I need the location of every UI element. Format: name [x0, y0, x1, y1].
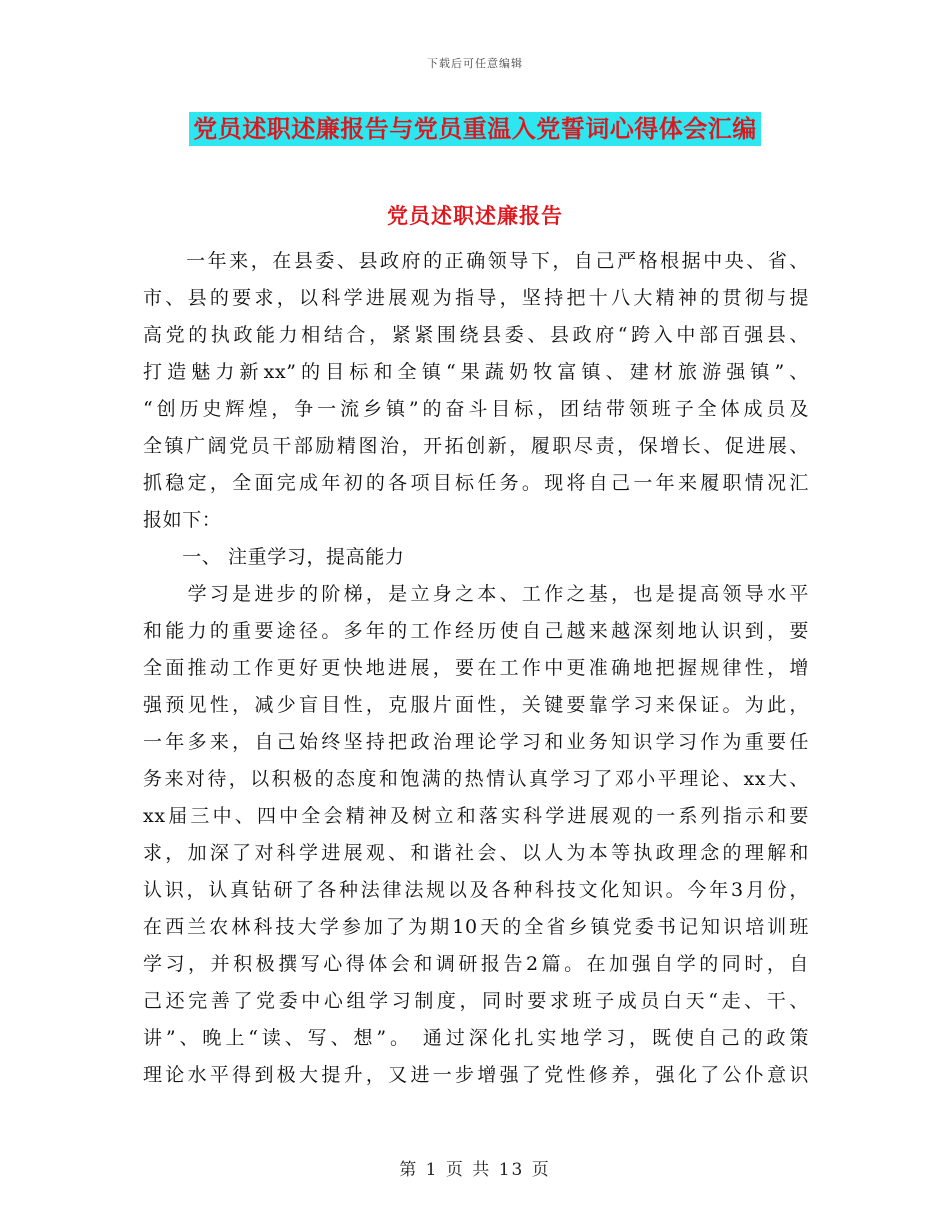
body-line: 讲”、晚上“读、写、想”。 通过深化扎实地学习，既使自己的政策 — [143, 1027, 809, 1049]
body-line: 打造魅力新xx”的目标和全镇“果蔬奶牧富镇、建材旅游强镇”、 — [143, 361, 809, 383]
document-title: 党员述职述廉报告与党员重温入党誓词心得体会汇编 — [189, 112, 761, 146]
body-line: 一、 注重学习，提高能力 — [143, 546, 405, 568]
body-line: 市、县的要求，以科学进展观为指导，坚持把十八大精神的贯彻与提 — [143, 287, 809, 309]
body-line: 强预见性，减少盲目性，克服片面性，关键要靠学习来保证。为此， — [143, 694, 809, 716]
body-line: 全面推动工作更好更快地进展，要在工作中更准确地把握规律性，增 — [143, 657, 809, 679]
body-line: xx届三中、四中全会精神及树立和落实科学进展观的一系列指示和要 — [143, 805, 809, 827]
body-line: 己还完善了党委中心组学习制度，同时要求班子成员白天“走、干、 — [143, 990, 809, 1012]
header-note: 下载后可任意编辑 — [427, 57, 523, 70]
body-line: 高党的执政能力相结合，紧紧围绕县委、县政府“跨入中部百强县、 — [143, 324, 809, 346]
body-line: 认识，认真钻研了各种法律法规以及各种科技文化知识。今年3月份， — [143, 879, 809, 901]
body-line: 一年多来，自己始终坚持把政治理论学习和业务知识学习作为重要任 — [143, 731, 809, 753]
page-footer: 第 1 页 共 13 页 — [399, 1160, 551, 1180]
section-title: 党员述职述廉报告 — [387, 203, 563, 228]
body-line: 和能力的重要途径。多年的工作经历使自己越来越深刻地认识到，要 — [143, 620, 809, 642]
body-line: 抓稳定，全面完成年初的各项目标任务。现将自己一年来履职情况汇 — [143, 472, 809, 494]
body-line: “创历史辉煌，争一流乡镇”的奋斗目标，团结带领班子全体成员及 — [143, 398, 809, 420]
body-line: 求，加深了对科学进展观、和谐社会、以人为本等执政理念的理解和 — [143, 842, 809, 864]
document-title-wrapper — [0, 112, 950, 146]
body-line: 在西兰农林科技大学参加了为期10天的全省乡镇党委书记知识培训班 — [143, 916, 809, 938]
body-line: 学习是进步的阶梯，是立身之本、工作之基，也是提高领导水平 — [143, 583, 809, 605]
body-line: 务来对待，以积极的态度和饱满的热情认真学习了邓小平理论、xx大、 — [143, 768, 809, 790]
body-line: 报如下： — [143, 509, 222, 531]
body-line: 学习，并积极撰写心得体会和调研报告2篇。在加强自学的同时，自 — [143, 953, 809, 975]
body-line: 全镇广阔党员干部励精图治，开拓创新，履职尽责，保增长、促进展、 — [143, 435, 809, 457]
body-line: 理论水平得到极大提升，又进一步增强了党性修养，强化了公仆意识 — [143, 1064, 809, 1086]
report-body — [143, 243, 809, 1094]
body-line: 一年来，在县委、县政府的正确领导下，自己严格根据中央、省、 — [143, 250, 809, 272]
